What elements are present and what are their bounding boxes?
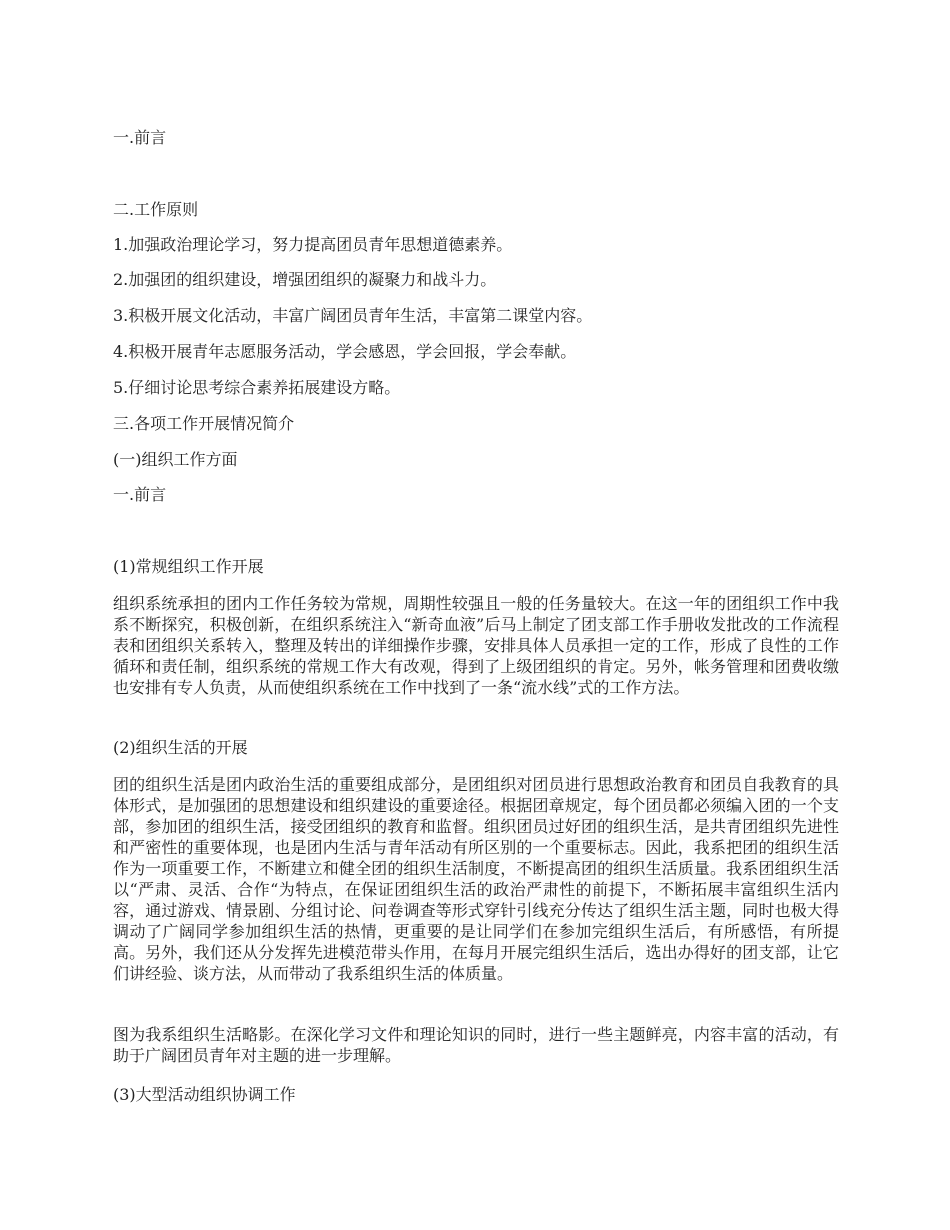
heading-preface-repeat: 一.前言: [113, 485, 167, 504]
heading-organization-life: (2)组织生活的开展: [113, 738, 248, 757]
heading-organization-work: (一)组织工作方面: [113, 450, 238, 469]
heading-large-events: (3)大型活动组织协调工作: [113, 1085, 296, 1104]
heading-preface: 一.前言: [113, 128, 167, 147]
heading-routine-work: (1)常规组织工作开展: [113, 557, 264, 576]
heading-work-overview: 三.各项工作开展情况简介: [113, 414, 295, 433]
heading-work-principles: 二.工作原则: [113, 200, 199, 219]
paragraph-organization-life: 团的组织生活是团内政治生活的重要组成部分，是团组织对团员进行思想政治教育和团员自我教育的具体形式，是加强团的思想建设和组织建设的重要途径。根据团章规定，每个团员都必须编入团的一个支部，参加团的组织生活，接受团组织的教育和监督。组织团员过好团的组织生活，是共青团组织先进性和严密性的重要体现，也是团内生活与青年活动有所区别的一个重要标志。因此，我系把团的组织生活作为一项重要工作，不断建立和健全团的组织生活制度，不断提高团的组织生活质量。我系团组织生活以“严肃、灵活、合作“为特点，在保证团组织生活的政治严肃性的前提下，不断拓展丰富组织生活内容，通过游戏、情景剧、分组讨论、问卷调查等形式穿针引线充分传达了组织生活主题，同时也极大得调动了广阔同学参加组织生活的热情，更重要的是让同学们在参加完组织生活后，有所感悟，有所提高。另外，我们还从分发挥先进模范带头作用，在每月开展完组织生活后，选出办得好的团支部，让它们讲经验、谈方法，从而带动了我系组织生活的体质量。: [113, 775, 839, 983]
principle-item-2: 2.加强团的组织建设，增强团组织的凝聚力和战斗力。: [113, 270, 497, 289]
principle-item-3: 3.积极开展文化活动，丰富广阔团员青年生活，丰富第二课堂内容。: [113, 306, 593, 325]
principle-item-4: 4.积极开展青年志愿服务活动，学会感恩，学会回报，学会奉献。: [113, 342, 577, 361]
principle-item-1: 1.加强政治理论学习，努力提高团员青年思想道德素养。: [113, 235, 513, 254]
paragraph-routine-work: 组织系统承担的团内工作任务较为常规，周期性较强且一般的任务量较大。在这一年的团组织工作中我系不断探究，积极创新，在组织系统注入“新奇血液”后马上制定了团支部工作手册收发批改的工作流程表和团组织关系转入，整理及转出的详细操作步骤，安排具体人员承担一定的工作，形成了良性的工作循环和责任制，组织系统的常规工作大有改观，得到了上级团组织的肯定。另外，帐务管理和团费收缴也安排有专人负责，从而使组织系统在工作中找到了一条“流水线”式的工作方法。: [113, 594, 839, 697]
principle-item-5: 5.仔细讨论思考综合素养拓展建设方略。: [113, 378, 401, 397]
paragraph-photo-caption: 图为我系组织生活略影。在深化学习文件和理论知识的同时，进行一些主题鲜亮，内容丰富的活动，有助于广阔团员青年对主题的进一步理解。: [113, 1025, 839, 1065]
